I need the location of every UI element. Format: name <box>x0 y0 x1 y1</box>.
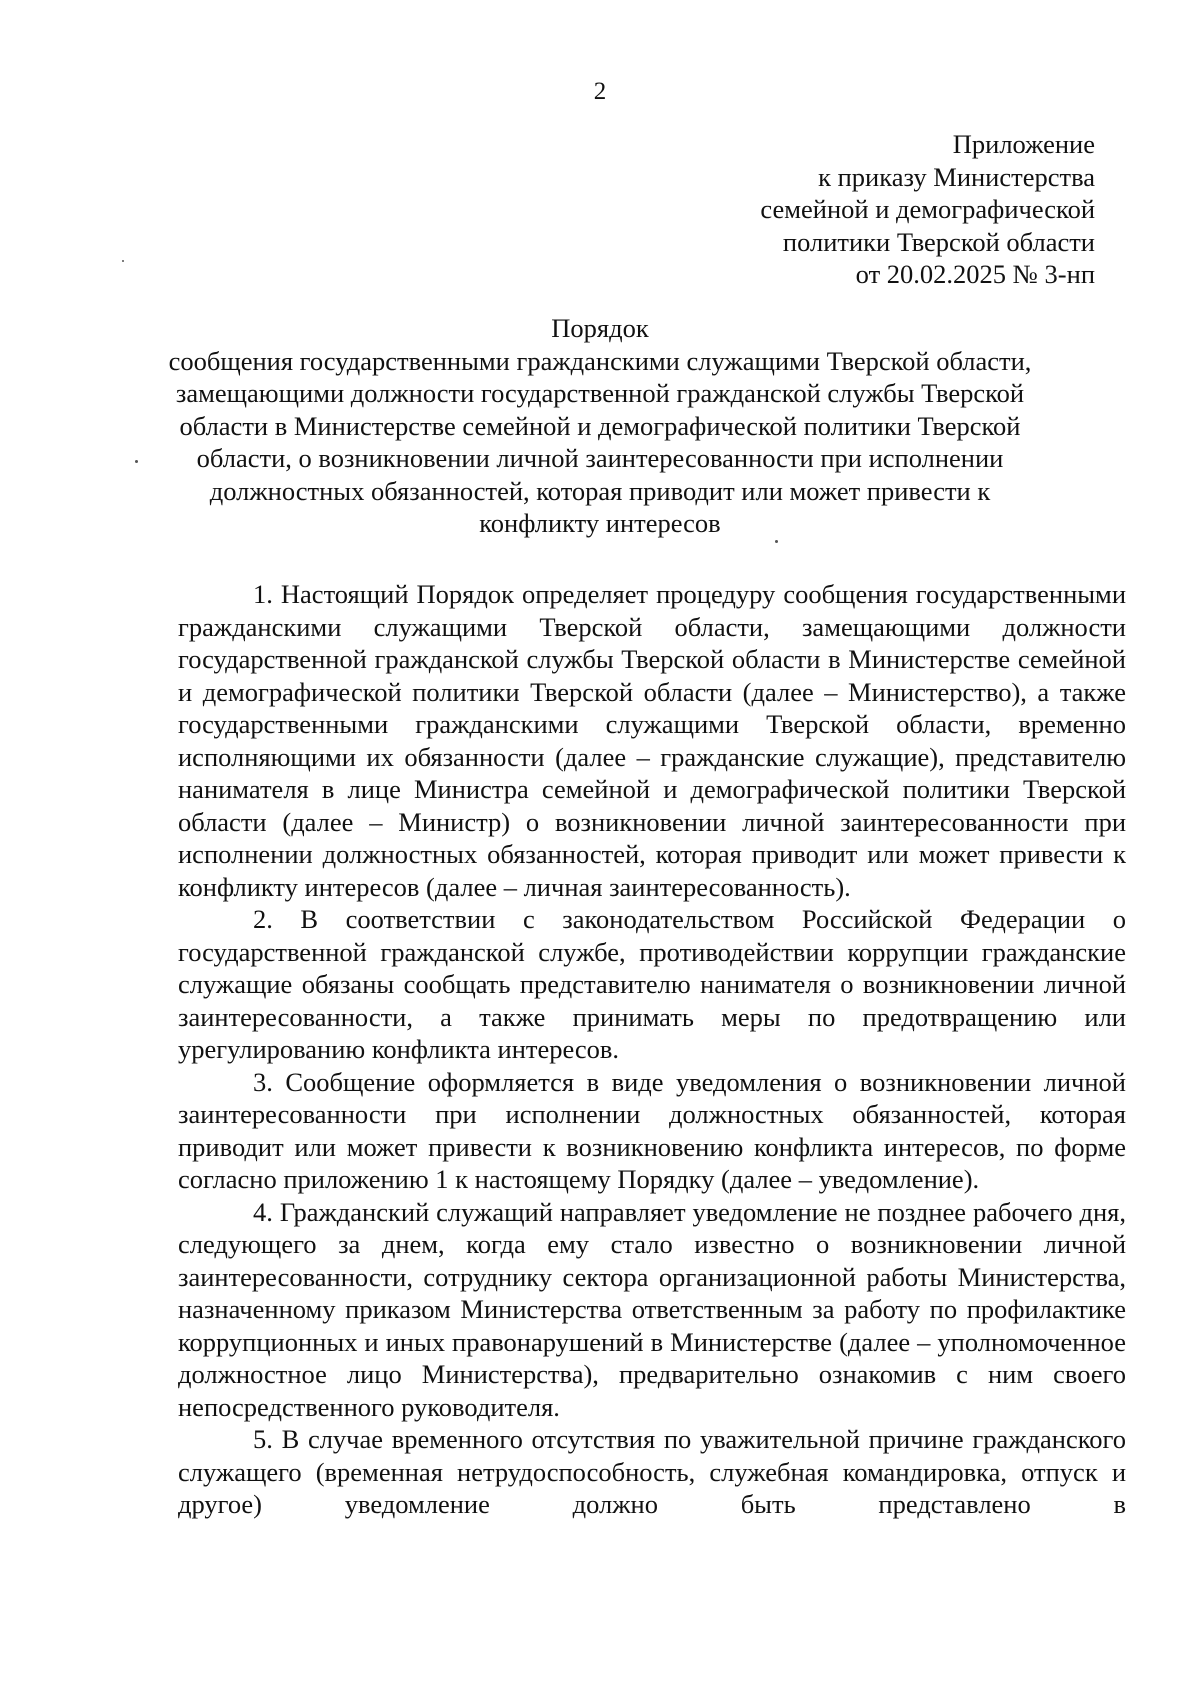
paragraph-4: 4. Гражданский служащий направляет уведомление не позднее рабочего дня, следующего за днем, когда ему стало известно о возникновении личной заинтересованности, сотруднику сектора организационной работы Министерства, назначенному приказом Министерства ответственным за работу по профилактике коррупционных и иных правонарушений в Министерстве (далее – уполномоченное должностное лицо Министерства), предварительно ознакомив с ним своего непосредственного руководителя. <box>178 1196 1126 1422</box>
appendix-line: к приказу Министерства <box>818 161 1095 192</box>
title-heading: Порядок <box>551 313 649 343</box>
appendix-line: Приложение <box>952 129 1095 159</box>
page-number: 2 <box>593 78 607 105</box>
paragraph-3: 3. Сообщение оформляется в виде уведомления о возникновении личной заинтересованности при исполнении должностных обязанностей, которая приводит или может привести к возникновению конфликта интересов, по форме согласно приложению 1 к настоящему Порядку (далее – уведомление). <box>178 1066 1126 1194</box>
title-subtitle: сообщения государственными гражданскими служащими Тверской области, замещающими должности государственной гражданской службы Тверской области в Министерстве семейной и демографической политики Тверской области, о возникновении личной заинтересованности при исполнении должностных обязанностей, которая приводит или может привести к конфликту интересов <box>168 345 1032 538</box>
appendix-line: политики Тверской области <box>782 226 1095 257</box>
document-body <box>178 578 1126 1521</box>
paragraph-1: 1. Настоящий Порядок определяет процедуру сообщения государственными гражданскими служащими Тверской области, замещающими должности государственной гражданской службы Тверской области в Министерстве семейной и демографической политики Тверской области (далее – Министерство), а также государственными гражданскими служащими Тверской области, временно исполняющими их обязанности (далее – гражданские служащие), представителю нанимателя в лице Министра семейной и демографической политики Тверской области (далее – Министр) о возникновении личной заинтересованности при исполнении должностных обязанностей, которая приводит или может привести к конфликту интересов (далее – личная заинтересованность). <box>178 579 1126 902</box>
scan-speck <box>135 460 138 463</box>
appendix-line: от 20.02.2025 № 3-нп <box>855 259 1095 289</box>
appendix-line: семейной и демографической <box>760 194 1095 224</box>
appendix-reference <box>760 128 1095 291</box>
scan-speck <box>122 260 124 262</box>
paragraph-5: 5. В случае временного отсутствия по уважительной причине гражданского служащего (временная нетрудоспособность, служебная командировка, отпуск и другое) уведомление должно быть представлено в <box>178 1424 1126 1519</box>
document-title <box>160 312 1040 540</box>
paragraph-2: 2. В соответствии с законодательством Российской Федерации о государственной гражданской службе, противодействии коррупции гражданские служащие обязаны сообщать представителю нанимателя о возникновении личной заинтересованности, а также принимать меры по предотвращению или урегулированию конфликта интересов. <box>178 904 1126 1064</box>
scan-speck <box>775 540 778 543</box>
